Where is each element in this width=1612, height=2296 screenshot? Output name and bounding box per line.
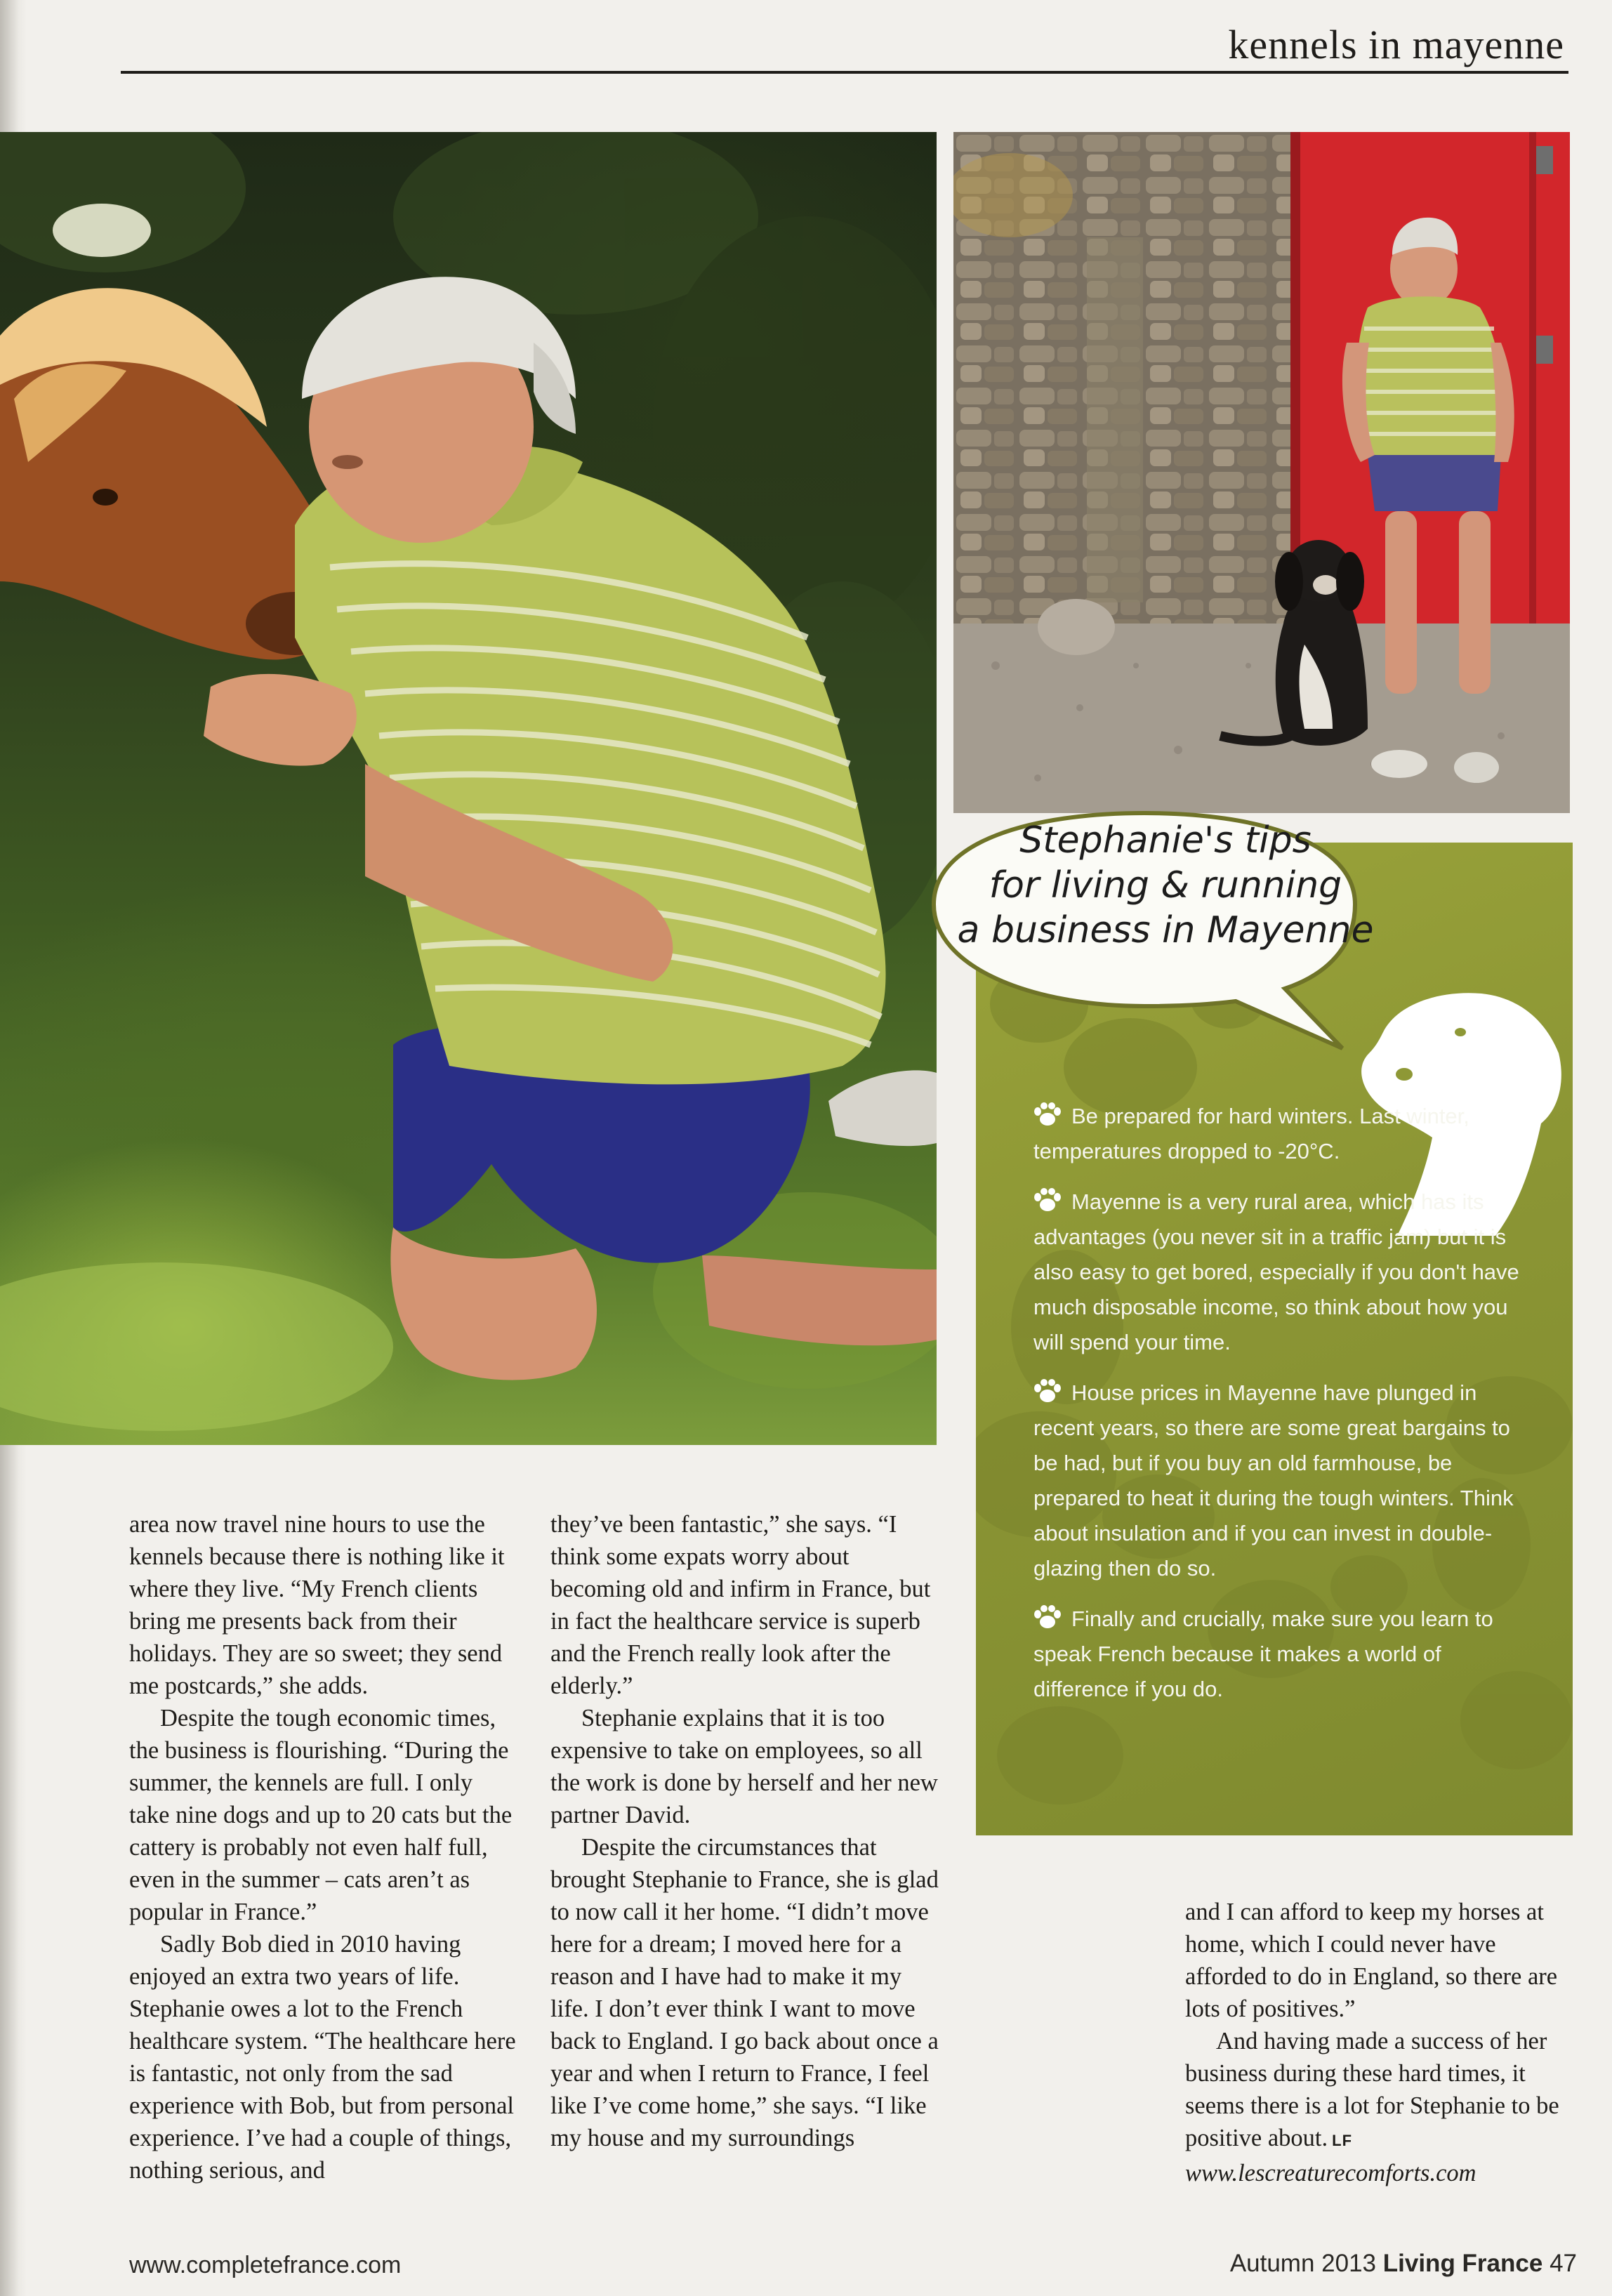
paw-icon <box>1033 1188 1062 1212</box>
photo-man-with-dog <box>953 132 1570 813</box>
article-paragraph: Stephanie explains that it is too expensive to take on employees, so all the work is done by herself and her new partner David. <box>550 1705 938 1828</box>
paw-icon <box>1033 1102 1062 1126</box>
tip-text: House prices in Mayenne have plunged in recent years, so there are some great bargains to be had, but if you buy an old farmhouse, be prepared to heat it during the tough winters. Think about insulation and if you can invest in double-glazing then do so. <box>1033 1380 1514 1581</box>
article-paragraph: area now travel nine hours to use the kennels because there is nothing like it where they live. “My French clients bring me presents back from their holidays. They are so sweet; they send me postcards,” she adds. <box>129 1511 505 1699</box>
closing-sentence: And having made a success of her business during these hard times, it seems there is a lot for Stephanie to be positive about. <box>1185 2028 1559 2151</box>
section-title: kennels in mayenne <box>1228 22 1564 67</box>
tip-item <box>1033 1375 1539 1586</box>
photo-man-with-dog-illustration <box>953 132 1570 813</box>
magazine-name: Living France <box>1382 2250 1543 2277</box>
article-paragraph: and I can afford to keep my horses at home, which I could never have afforded to do in England, so there are lots of positives.” <box>1185 1899 1558 2022</box>
tip-item <box>1033 1602 1539 1707</box>
tips-heading-line-1: Stephanie's tips <box>1019 819 1312 862</box>
tip-text: Mayenne is a very rural area, which has its advantages (you never sit in a traffic jam) but it is also easy to get bored, especially if you don't have much disposable income, so think about how you will spend your time. <box>1033 1189 1519 1354</box>
footer-url[interactable]: www.completefrance.com <box>129 2252 402 2278</box>
author-credit: LF <box>1332 2132 1353 2149</box>
photo-man-with-pony-illustration <box>0 132 937 1445</box>
tip-text: Be prepared for hard winters. Last winter, temperatures dropped to -20°C. <box>1033 1104 1469 1163</box>
issue-date: Autumn 2013 <box>1229 2250 1377 2277</box>
article-column-2 <box>550 1508 939 2154</box>
tips-heading-line-3: a business in Mayenne <box>957 909 1374 951</box>
footer-folio <box>1230 2250 1577 2278</box>
tips-heading <box>941 818 1390 953</box>
tip-item <box>1033 1099 1539 1169</box>
photo-man-with-pony <box>0 132 937 1445</box>
article-paragraph: they’ve been fantastic,” she says. “I think some expats worry about becoming old and infirm in France, but in fact the healthcare service is superb and the French really look after the elderly.” <box>550 1511 931 1699</box>
article-paragraph <box>1185 2025 1573 2157</box>
article-paragraph: Sadly Bob died in 2010 having enjoyed an extra two years of life. Stephanie owes a lot to the French healthcare system. “The healthcare here is fantastic, not only from the sad experience with Bob, but from personal experience. I’ve had a couple of things, nothing serious, and <box>129 1931 516 2184</box>
tips-heading-line-2: for living & running <box>989 864 1342 906</box>
website-link[interactable]: www.lescreaturecomforts.com <box>1185 2160 1476 2186</box>
article-paragraph: Despite the tough economic times, the business is flourishing. “During the summer, the kennels are full. I only take nine dogs and up to 20 cats but the cattery is probably not even half full, even in the summer – cats aren’t as popular in France.” <box>129 1705 513 1925</box>
page-number: 47 <box>1550 2250 1577 2277</box>
article-column-1 <box>129 1508 518 2186</box>
tips-list <box>1033 1099 1539 1722</box>
tip-text: Finally and crucially, make sure you learn to speak French because it makes a world of difference if you do. <box>1033 1606 1493 1701</box>
paw-icon <box>1033 1605 1062 1629</box>
tip-item <box>1033 1185 1539 1360</box>
header-rule <box>121 71 1568 74</box>
article-column-3 <box>1185 1896 1573 2189</box>
article-paragraph: Despite the circumstances that brought Stephanie to France, she is glad to now call it her home. “I didn’t move here for a dream; I moved here for a reason and I have had to make it my life. I don’t ever think I want to move back to England. I go back about once a year and when I return to France, I feel like I’ve come home,” she says. “I like my house and my surroundings <box>550 1834 939 2151</box>
paw-icon <box>1033 1379 1062 1403</box>
